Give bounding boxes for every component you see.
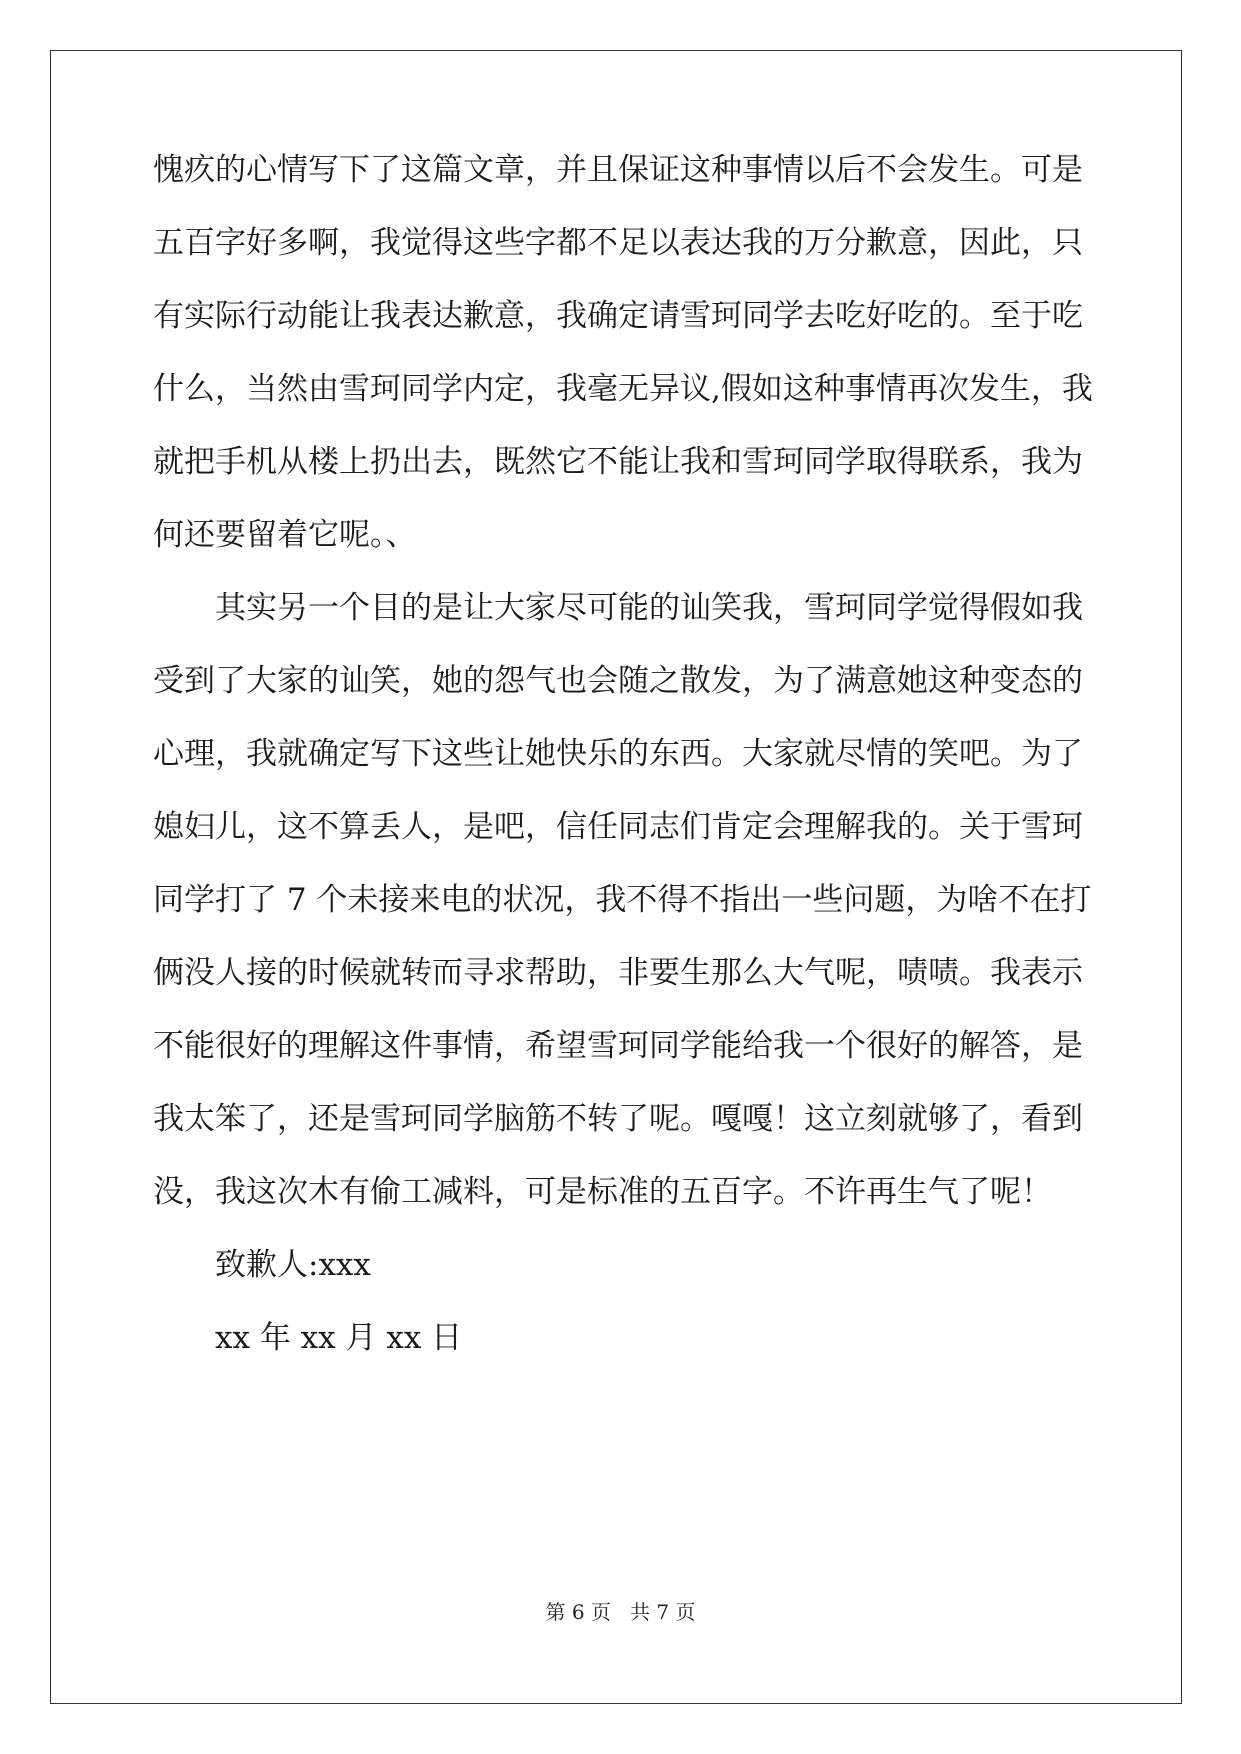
body-line: 我太笨了，还是雪珂同学脑筋不转了呢。嘎嘎！这立刻就够了，看到	[153, 1101, 1083, 1137]
body-line: 不能很好的理解这件事情，希望雪珂同学能给我一个很好的解答，是	[153, 1028, 1083, 1064]
page-footer	[0, 1600, 1241, 1624]
body-line: 什么，当然由雪珂同学内定，我毫无异议,假如这种事情再次发生，我	[153, 371, 1093, 407]
body-line: 没，我这次木有偷工减料，可是标准的五百字。不许再生气了呢！	[153, 1174, 1052, 1210]
body-line: 同学打了 7 个未接来电的状况，我不得不指出一些问题，为啥不在打	[153, 882, 1092, 918]
page-number: 第 6 页	[545, 1600, 611, 1624]
body-line: 媳妇儿，这不算丢人，是吧，信任同志们肯定会理解我的。关于雪珂	[153, 809, 1083, 845]
body-line: 五百字好多啊，我觉得这些字都不足以表达我的万分歉意，因此，只	[153, 225, 1083, 261]
body-line: 俩没人接的时候就转而寻求帮助，非要生那么大气呢，啧啧。我表示	[153, 955, 1083, 991]
body-line: 就把手机从楼上扔出去，既然它不能让我和雪珂同学取得联系，我为	[153, 444, 1083, 480]
signature: 致歉人:xxx	[215, 1247, 371, 1283]
date: xx 年 xx 月 xx 日	[215, 1320, 463, 1356]
body-line: 心理，我就确定写下这些让她快乐的东西。大家就尽情的笑吧。为了	[153, 736, 1083, 772]
body-line: 有实际行动能让我表达歉意，我确定请雪珂同学去吃好吃的。至于吃	[153, 298, 1083, 334]
body-line: 其实另一个目的是让大家尽可能的讪笑我，雪珂同学觉得假如我	[215, 590, 1083, 626]
body-line: 何还要留着它呢。、	[153, 517, 417, 553]
body-line: 受到了大家的讪笑，她的怨气也会随之散发，为了满意她这种变态的	[153, 663, 1083, 699]
page-total: 共 7 页	[630, 1600, 696, 1624]
body-line: 愧疚的心情写下了这篇文章，并且保证这种事情以后不会发生。可是	[153, 152, 1083, 188]
